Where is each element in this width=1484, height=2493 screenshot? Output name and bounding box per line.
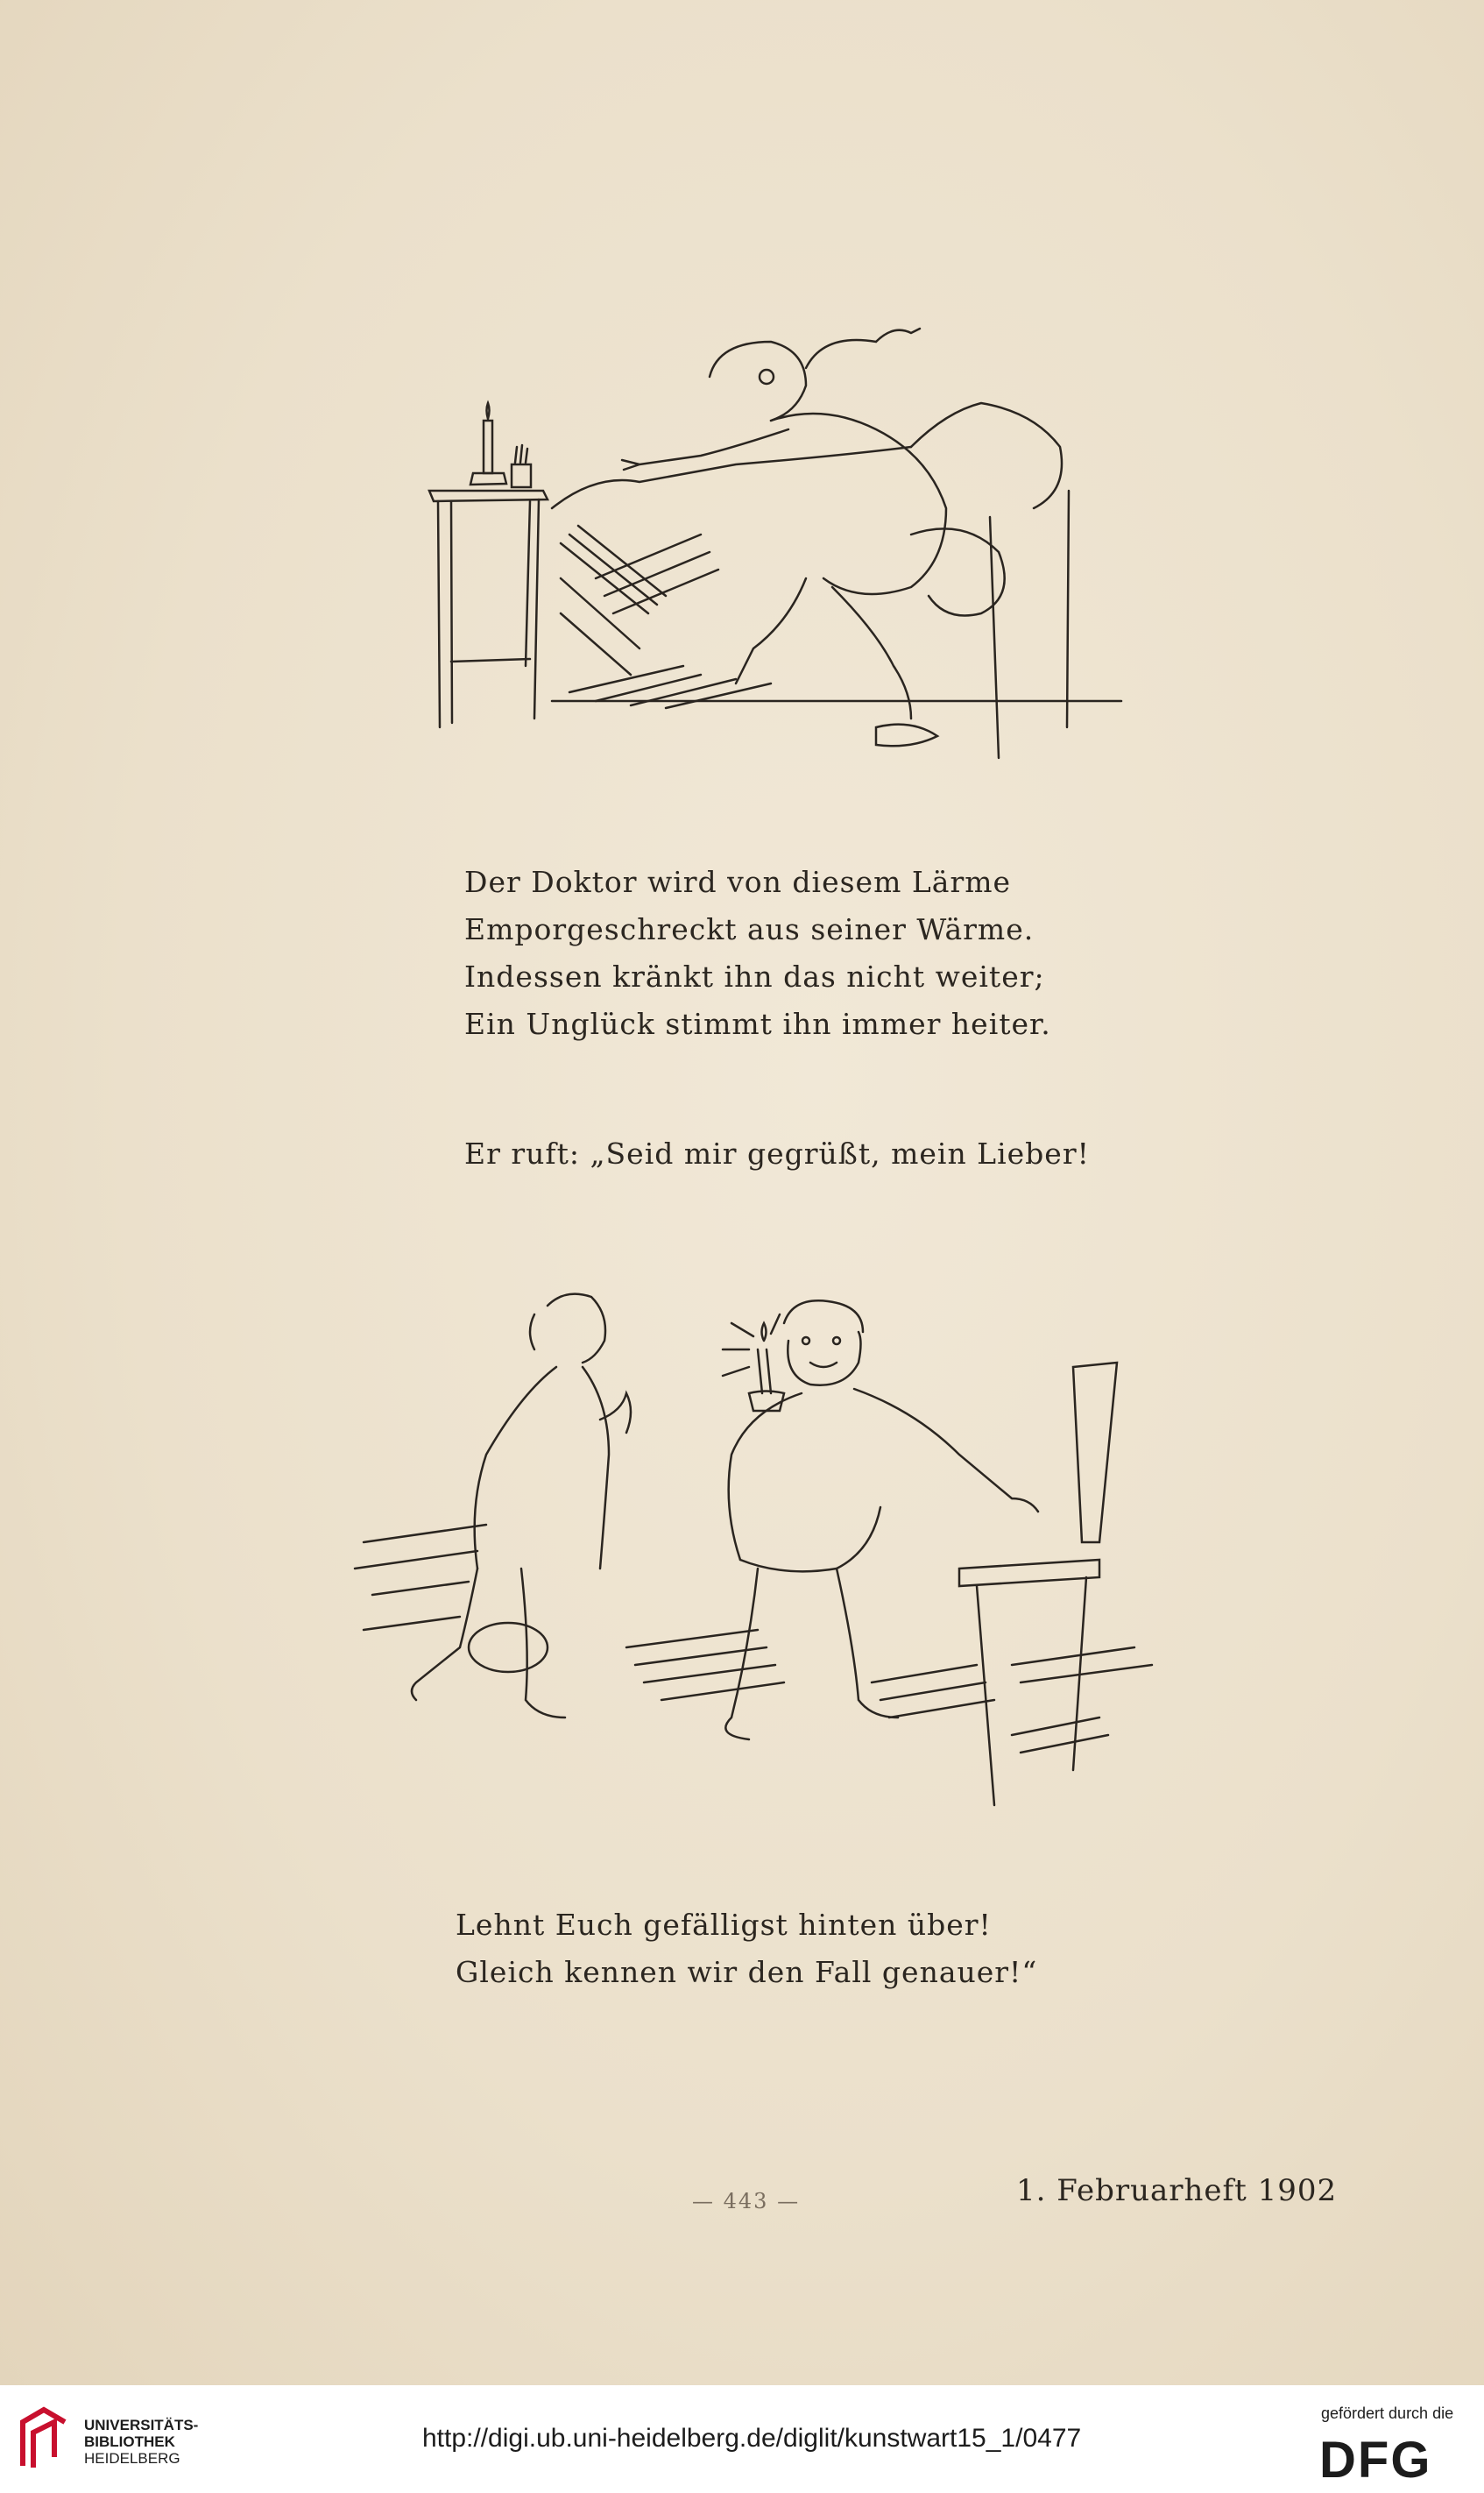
verse-line: Emporgeschreckt aus seiner Wärme. xyxy=(464,912,1035,946)
verse-line: Ein Unglück stimmt ihn immer heiter. xyxy=(464,1007,1051,1041)
permalink-url[interactable]: http://digi.ub.uni-heidelberg.de/diglit/kunstwart15_1/0477 xyxy=(422,2424,1082,2453)
university-library-logo-icon xyxy=(16,2404,72,2475)
illustration-doctor-greeting-visitor xyxy=(346,1279,1205,1823)
issue-date: 1. Februarheft 1902 xyxy=(1016,2173,1338,2208)
verse-middle xyxy=(464,1130,1090,1178)
verse-bottom xyxy=(456,1902,1037,1996)
viewer-footer xyxy=(0,2385,1484,2493)
page-number: — 443 — xyxy=(692,2189,801,2213)
library-name xyxy=(84,2417,198,2467)
dfg-logo: DFG xyxy=(1319,2432,1432,2489)
verse-top xyxy=(464,859,1051,1048)
library-name-line: HEIDELBERG xyxy=(84,2450,180,2467)
verse-line: Gleich kennen wir den Fall genauer!“ xyxy=(456,1955,1038,1989)
library-name-line: BIBLIOTHEK xyxy=(84,2433,175,2450)
verse-line: Lehnt Euch gefälligst hinten über! xyxy=(456,1908,992,1942)
verse-line: Indessen kränkt ihn das nicht weiter; xyxy=(464,960,1045,994)
verse-line: Er ruft: „Seid mir gegrüßt, mein Lieber! xyxy=(464,1137,1090,1171)
library-name-line: UNIVERSITÄTS- xyxy=(84,2417,199,2433)
funder-text: gefördert durch die xyxy=(1321,2404,1454,2422)
illustration-doctor-in-bed xyxy=(420,315,1156,780)
verse-line: Der Doktor wird von diesem Lärme xyxy=(464,865,1012,899)
